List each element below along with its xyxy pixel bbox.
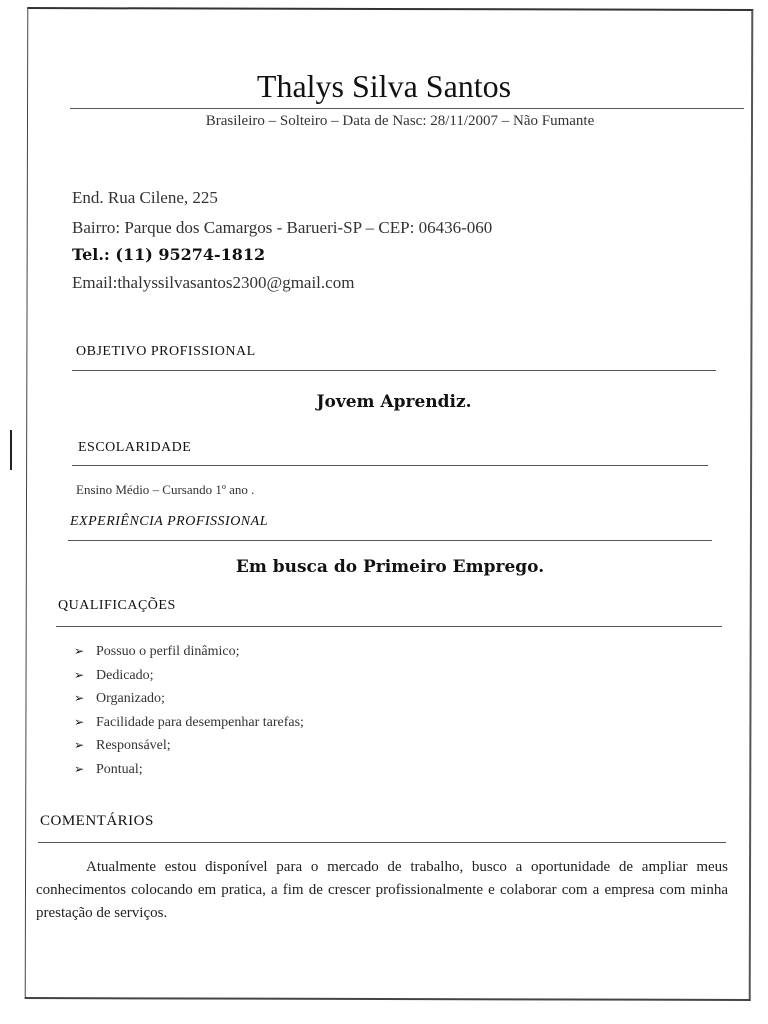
qualifications-list — [74, 640, 304, 781]
comments-text: Atualmente estou disponível para o mercado de trabalho, busco a oportunidade de ampliar meus conhecimentos colocando em pratica, a fim de crescer profissionalmente e colaborar com a empresa com minha prestação de serviços. — [36, 859, 728, 921]
neighborhood-line: Bairro: Parque dos Camargos - Barueri-SP – CEP: 06436-060 — [72, 218, 493, 237]
education-rule — [72, 465, 708, 466]
header-rule — [70, 108, 744, 109]
education-text: Ensino Médio – Cursando 1º ano . — [76, 482, 255, 497]
address-line: End. Rua Cilene, 225 — [72, 188, 218, 207]
arrow-bullet-icon: ➢ — [74, 714, 85, 729]
comments-heading: COMENTÁRIOS — [40, 813, 154, 829]
scan-edge-mark — [10, 430, 12, 470]
arrow-bullet-icon: ➢ — [74, 644, 85, 658]
list-item: ➢ Dedicado; — [74, 664, 304, 688]
arrow-bullet-icon: ➢ — [74, 667, 85, 682]
objective-rule — [72, 370, 716, 371]
experience-text: Em busca do Primeiro Emprego. — [235, 557, 545, 577]
arrow-bullet-icon: ➢ — [74, 761, 85, 776]
phone-line: Tel.: (11) 95274-1812 — [72, 245, 266, 264]
experience-heading: EXPERIÊNCIA PROFISSIONAL — [70, 514, 268, 529]
list-item: ➢ Responsável; — [74, 734, 304, 758]
candidate-name: Thalys Silva Santos — [256, 68, 512, 104]
personal-info: Brasileiro – Solteiro – Data de Nasc: 28/11/2007 – Não Fumante — [205, 113, 595, 129]
objective-text: Jovem Aprendiz. — [316, 392, 472, 412]
email-line: Email:thalyssilvasantos2300@gmail.com — [72, 273, 355, 292]
list-item: ➢ Facilidade para desempenhar tarefas; — [74, 711, 304, 735]
arrow-bullet-icon: ➢ — [74, 738, 85, 752]
experience-rule — [68, 540, 712, 541]
list-item: ➢ Possuo o perfil dinâmico; — [74, 640, 304, 664]
list-item: ➢ Pontual; — [74, 758, 304, 782]
qualifications-rule — [56, 626, 722, 627]
list-item: ➢ Organizado; — [74, 687, 304, 711]
education-heading: ESCOLARIDADE — [78, 440, 192, 455]
objective-heading: OBJETIVO PROFISSIONAL — [76, 344, 256, 359]
paper-border — [25, 7, 754, 1001]
arrow-bullet-icon: ➢ — [74, 691, 85, 705]
comments-rule — [38, 842, 726, 843]
qualifications-heading: QUALIFICAÇÕES — [58, 598, 176, 613]
